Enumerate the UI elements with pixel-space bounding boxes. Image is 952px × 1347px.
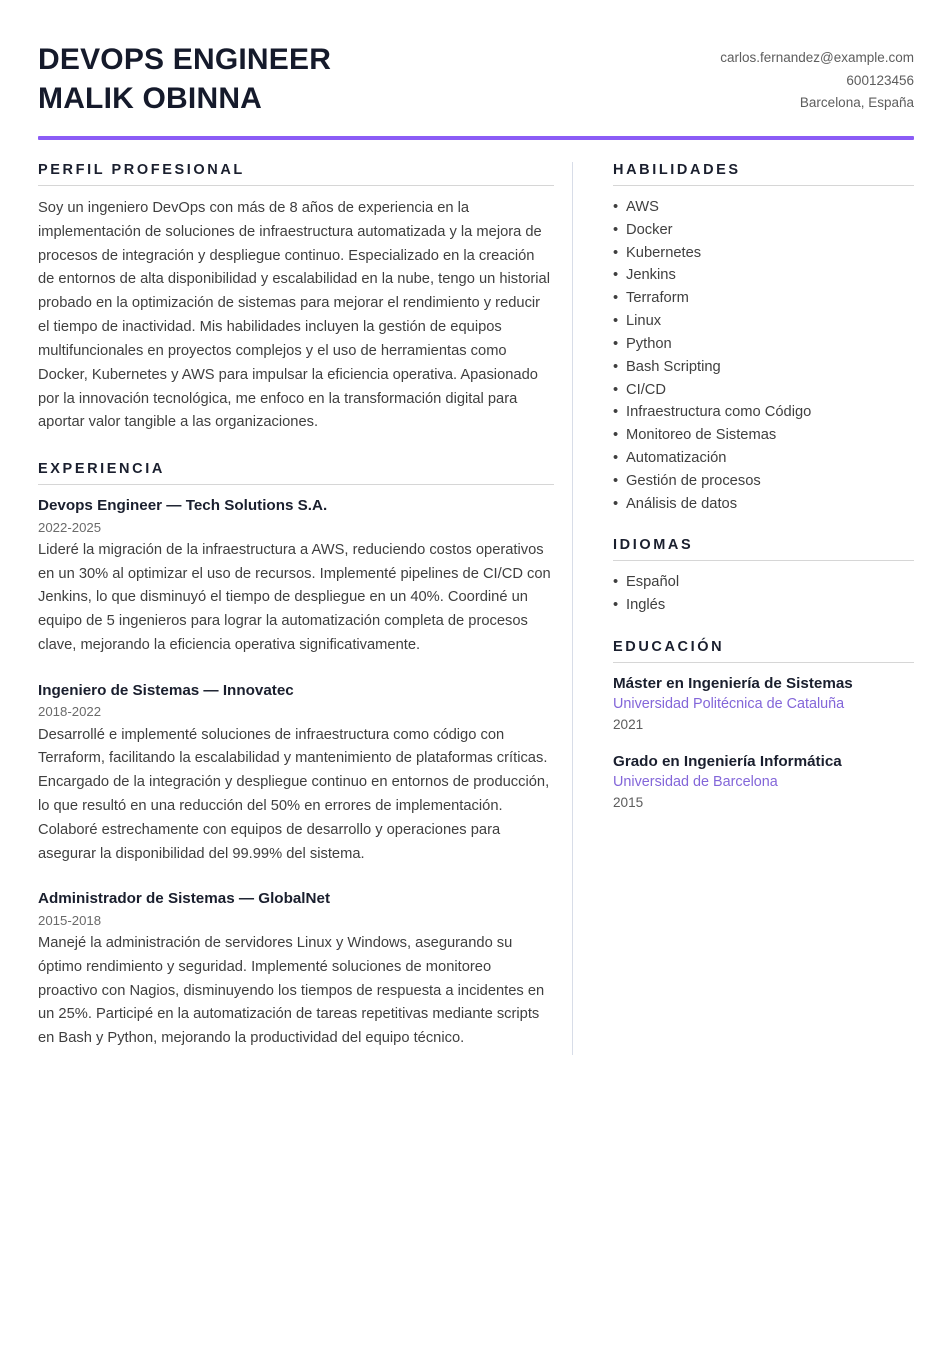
list-item: • Español <box>613 572 914 593</box>
list-item: • Monitoreo de Sistemas <box>613 425 914 446</box>
candidate-name-heading: MALIK OBINNA <box>38 82 263 115</box>
list-item: • Bash Scripting <box>613 357 914 378</box>
profile-text: Soy un ingeniero DevOps con más de 8 años de experiencia en la implementación de soluciones de infraestructura automatizada y la mejora de procesos de integración y despliegue continuo. Especializado en la creación de entornos de alta disponibilidad y escalabilidad en la nube, tengo un historial probado en la optimización de sistemas para mejorar el rendimiento y reducir el tiempo de inactividad. Mis habilidades incluyen la gestión de equipos multifuncionales en proyectos complejos y el uso de herramientas como Docker, Kubernetes y AWS para impulsar la eficiencia operativa. Apasionado por la innovación tecnológica, me enfoco en la transformación digital para aportar valor tangible a las organizaciones. <box>38 200 550 431</box>
list-item: • Inglés <box>613 595 914 616</box>
experience-section <box>38 461 554 1051</box>
list-item: • Python <box>613 334 914 355</box>
contact-block <box>720 40 914 115</box>
education-school: Universidad de Barcelona <box>613 774 778 791</box>
education-section-title: EDUCACIÓN <box>613 638 725 655</box>
experience-item <box>38 889 554 1051</box>
list-item: • Jenkins <box>613 265 914 286</box>
education-section <box>613 639 914 813</box>
education-degree: Máster en Ingeniería de Sistemas <box>613 674 853 692</box>
education-year: 2015 <box>613 795 644 811</box>
section-divider-rule <box>38 185 554 186</box>
section-divider-rule <box>613 662 914 663</box>
profile-section <box>38 162 554 435</box>
experience-dates: 2015-2018 <box>38 912 102 928</box>
sidebar-column <box>573 162 914 817</box>
list-item: • Docker <box>613 220 914 241</box>
contact-phone[interactable]: 600123456 <box>846 72 914 88</box>
contact-location: Barcelona, España <box>799 95 914 111</box>
skills-section-title: HABILIDADES <box>613 162 741 178</box>
languages-section <box>613 537 914 616</box>
identity-block <box>38 40 331 118</box>
experience-role: Devops Engineer — Tech Solutions S.A. <box>38 497 328 515</box>
section-divider-rule <box>613 560 914 561</box>
languages-list <box>613 572 914 616</box>
education-item <box>613 674 914 735</box>
list-item: • Gestión de procesos <box>613 471 914 492</box>
experience-item <box>38 681 554 867</box>
resume-header <box>38 38 914 118</box>
contact-email[interactable]: carlos.fernandez@example.com <box>720 50 914 65</box>
education-degree: Grado en Ingeniería Informática <box>613 752 842 770</box>
education-year: 2021 <box>613 717 644 733</box>
experience-role: Administrador de Sistemas — GlobalNet <box>38 890 331 908</box>
skills-section <box>613 162 914 514</box>
skills-list <box>613 197 914 514</box>
experience-item <box>38 496 554 658</box>
list-item: • Terraform <box>613 288 914 309</box>
header-accent-bar <box>38 136 914 140</box>
list-item: • Análisis de datos <box>613 494 914 515</box>
resume-body <box>38 162 914 1055</box>
experience-description: Desarrollé e implementé soluciones de infraestructura como código con Terraform, facilitando la escalabilidad y mantenimiento de plataformas críticas. Encargado de la integración y despliegue continuo en entornos de producción, lo que resultó en una reducción del 50% en errores de implementación. Colaboré estrechamente con equipos de desarrollo y operaciones para asegurar la disponibilidad del 99.99% del sistema. <box>38 726 550 862</box>
experience-dates: 2022-2025 <box>38 519 102 535</box>
experience-description: Lideré la migración de la infraestructura a AWS, reduciendo costos operativos en un 30% al optimizar el uso de recursos. Implementé pipelines de CI/CD con Jenkins, lo que disminuyó el tiempo de despliegue en un 40%. Coordiné un equipo de 5 ingenieros para lograr la automatización completa de procesos clave, mejorando la eficiencia operativa significativamente. <box>38 541 551 654</box>
education-school: Universidad Politécnica de Cataluña <box>613 696 845 713</box>
list-item: • Linux <box>613 311 914 332</box>
list-item: • CI/CD <box>613 380 914 401</box>
education-item <box>613 752 914 813</box>
list-item: • Infraestructura como Código <box>613 402 914 423</box>
list-item: • AWS <box>613 197 914 218</box>
main-column <box>38 162 572 1055</box>
experience-description: Manejé la administración de servidores Linux y Windows, asegurando su óptimo rendimiento y seguridad. Implementé soluciones de monitoreo proactivo con Nagios, disminuyendo los tiempos de respuesta a incidentes en un 25%. Participé en la automatización de tareas repetitivas mediante scripts en Bash y Python, mejorando la productividad del equipo técnico. <box>38 935 545 1047</box>
experience-section-title: EXPERIENCIA <box>38 461 165 478</box>
job-title-heading: DEVOPS ENGINEER <box>38 43 332 76</box>
languages-section-title: IDIOMAS <box>613 537 694 554</box>
section-divider-rule <box>38 484 554 485</box>
section-divider-rule <box>613 185 914 186</box>
list-item: • Kubernetes <box>613 243 914 264</box>
profile-section-title: PERFIL PROFESIONAL <box>38 162 245 178</box>
experience-role: Ingeniero de Sistemas — Innovatec <box>38 681 294 699</box>
list-item: • Automatización <box>613 448 914 469</box>
experience-dates: 2018-2022 <box>38 704 102 720</box>
